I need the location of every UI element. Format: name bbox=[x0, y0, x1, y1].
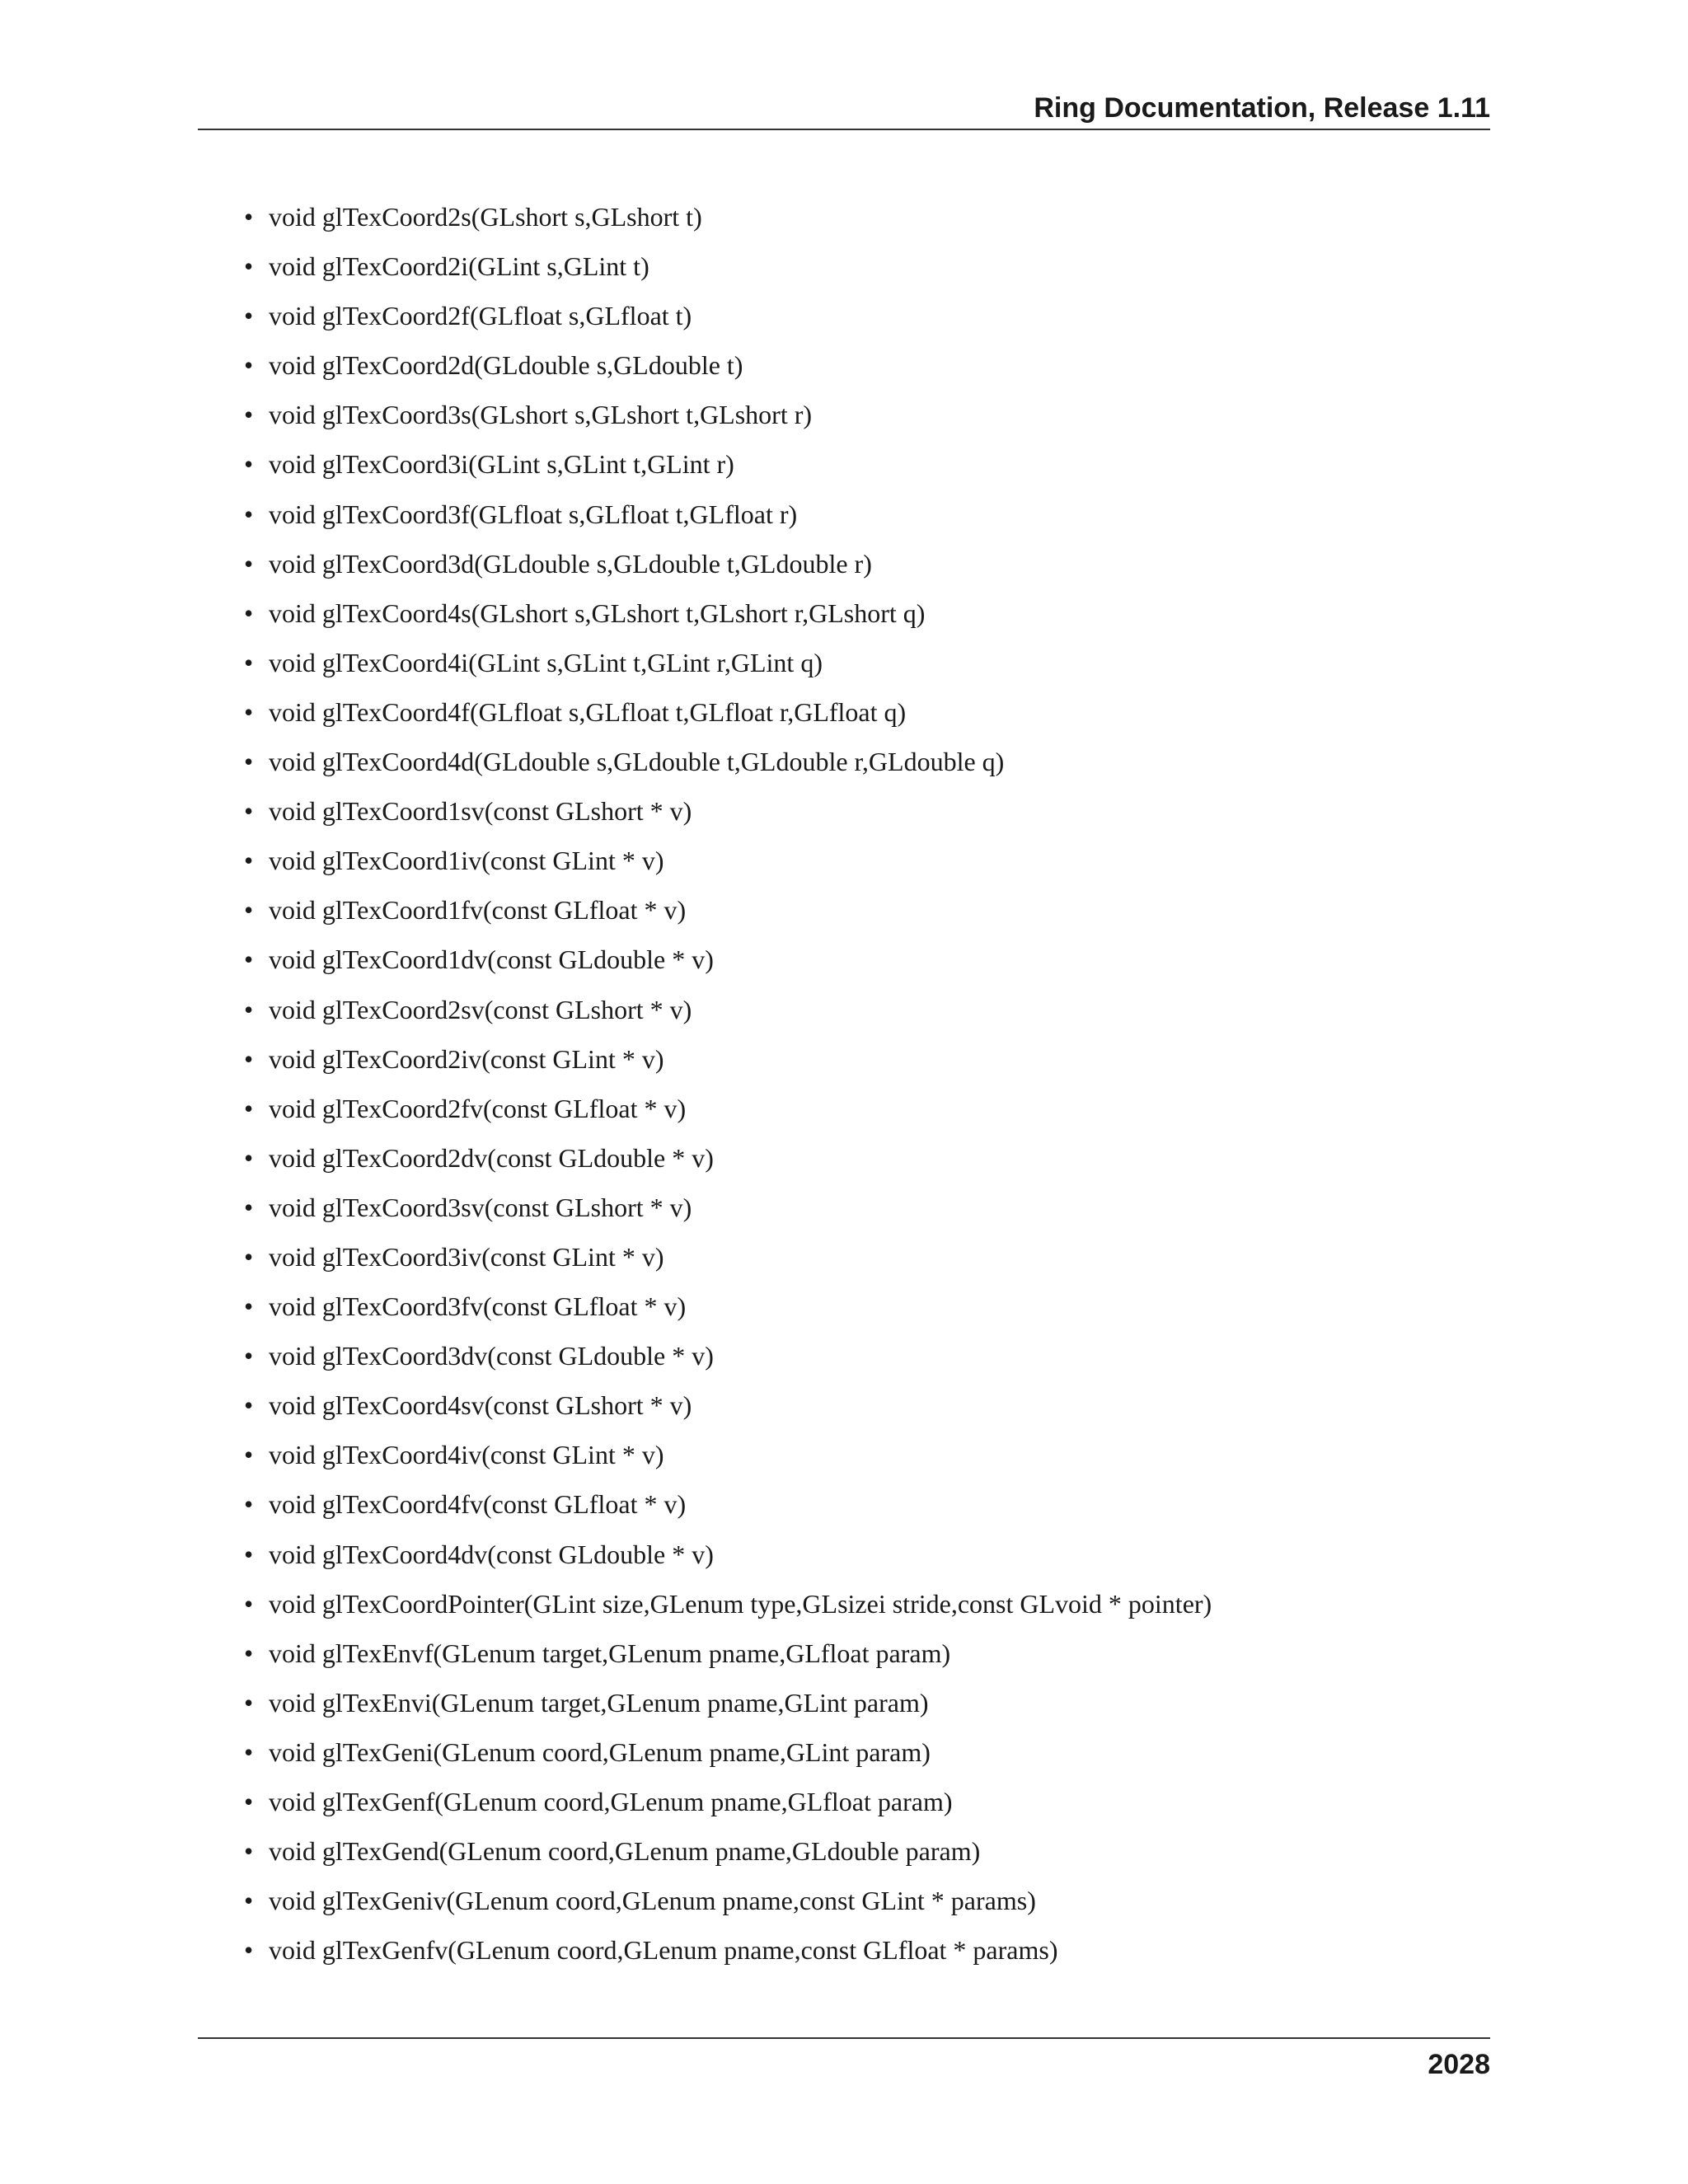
list-item bbox=[239, 1534, 1212, 1583]
bullet-icon: • bbox=[244, 994, 254, 1024]
bullet-icon: • bbox=[244, 1539, 254, 1569]
bullet-icon: • bbox=[244, 1736, 254, 1767]
list-item bbox=[239, 1038, 1212, 1088]
bullet-icon: • bbox=[244, 1935, 254, 1966]
list-item bbox=[239, 989, 1212, 1038]
bullet-icon: • bbox=[244, 1886, 254, 1916]
function-signature: void glTexCoord2f(GLfloat s,GLfloat t) bbox=[269, 301, 692, 331]
function-signature: void glTexCoord2fv(const GLfloat * v) bbox=[269, 1093, 687, 1123]
bullet-icon: • bbox=[244, 1787, 254, 1816]
function-signature: void glTexCoord1fv(const GLfloat * v) bbox=[269, 895, 687, 926]
function-signature: void glTexEnvf(GLenum target,GLenum pname,GLfloat param) bbox=[269, 1638, 951, 1668]
list-item bbox=[239, 840, 1212, 889]
running-footer bbox=[198, 2037, 1490, 2080]
function-signature: void glTexCoordPointer(GLint size,GLenum type,GLsizei stride,const GLvoid * pointer) bbox=[269, 1588, 1212, 1619]
bullet-icon: • bbox=[244, 1687, 254, 1718]
function-signature: void glTexEnvi(GLenum target,GLenum pname,GLint param) bbox=[269, 1687, 929, 1718]
function-signature: void glTexCoord4f(GLfloat s,GLfloat t,GLfloat r,GLfloat q) bbox=[269, 696, 907, 727]
function-signature: void glTexGenf(GLenum coord,GLenum pname,GLfloat param) bbox=[269, 1787, 953, 1816]
function-signature: void glTexGenfv(GLenum coord,GLenum pname,const GLfloat * params) bbox=[269, 1935, 1058, 1966]
bullet-icon: • bbox=[244, 747, 254, 777]
function-signature: void glTexGeniv(GLenum coord,GLenum pname,const GLint * params) bbox=[269, 1886, 1036, 1916]
list-item bbox=[239, 1880, 1212, 1929]
function-signature: void glTexCoord4dv(const GLdouble * v) bbox=[269, 1539, 714, 1569]
list-item bbox=[239, 295, 1212, 344]
list-item bbox=[239, 443, 1212, 493]
function-signature: void glTexCoord4i(GLint s,GLint t,GLint r,GLint q) bbox=[269, 647, 823, 677]
list-item bbox=[239, 1187, 1212, 1236]
bullet-icon: • bbox=[244, 1588, 254, 1619]
bullet-icon: • bbox=[244, 1142, 254, 1173]
bullet-icon: • bbox=[244, 499, 254, 529]
bullet-icon: • bbox=[244, 301, 254, 331]
bullet-icon: • bbox=[244, 251, 254, 282]
bullet-icon: • bbox=[244, 846, 254, 876]
list-item bbox=[239, 344, 1212, 394]
bullet-icon: • bbox=[244, 1489, 254, 1520]
bullet-icon: • bbox=[244, 1341, 254, 1371]
list-item bbox=[239, 1286, 1212, 1335]
bullet-icon: • bbox=[244, 696, 254, 727]
list-item bbox=[239, 1137, 1212, 1187]
function-signature: void glTexGeni(GLenum coord,GLenum pname,GLint param) bbox=[269, 1736, 931, 1767]
bullet-icon: • bbox=[244, 1241, 254, 1272]
function-signature: void glTexCoord3sv(const GLshort * v) bbox=[269, 1192, 692, 1222]
bullet-icon: • bbox=[244, 350, 254, 381]
function-signature: void glTexCoord3d(GLdouble s,GLdouble t,GLdouble r) bbox=[269, 548, 872, 579]
list-item bbox=[239, 939, 1212, 988]
bullet-icon: • bbox=[244, 548, 254, 579]
list-item bbox=[239, 741, 1212, 790]
list-item bbox=[239, 790, 1212, 840]
bullet-icon: • bbox=[244, 1043, 254, 1074]
list-item bbox=[239, 1583, 1212, 1633]
function-signature: void glTexCoord2dv(const GLdouble * v) bbox=[269, 1142, 714, 1173]
function-signature: void glTexCoord2iv(const GLint * v) bbox=[269, 1043, 664, 1074]
list-item bbox=[239, 394, 1212, 443]
bullet-icon: • bbox=[244, 647, 254, 677]
bullet-icon: • bbox=[244, 895, 254, 926]
bullet-icon: • bbox=[244, 1291, 254, 1322]
list-item bbox=[239, 543, 1212, 593]
function-signature: void glTexCoord2i(GLint s,GLint t) bbox=[269, 251, 649, 282]
function-signature: void glTexCoord3f(GLfloat s,GLfloat t,GLfloat r) bbox=[269, 499, 798, 529]
list-item bbox=[239, 1088, 1212, 1137]
bullet-icon: • bbox=[244, 1192, 254, 1222]
function-signature: void glTexCoord2s(GLshort s,GLshort t) bbox=[269, 202, 702, 232]
bullet-icon: • bbox=[244, 944, 254, 975]
bullet-icon: • bbox=[244, 1440, 254, 1470]
bullet-icon: • bbox=[244, 449, 254, 480]
function-signature: void glTexCoord1dv(const GLdouble * v) bbox=[269, 944, 714, 975]
bullet-icon: • bbox=[244, 1390, 254, 1421]
function-signature: void glTexCoord2d(GLdouble s,GLdouble t) bbox=[269, 350, 743, 381]
bullet-icon: • bbox=[244, 796, 254, 827]
function-signature: void glTexCoord3dv(const GLdouble * v) bbox=[269, 1341, 714, 1371]
bullet-icon: • bbox=[244, 202, 254, 232]
list-item bbox=[239, 1236, 1212, 1286]
running-header bbox=[198, 89, 1490, 130]
function-signature: void glTexGend(GLenum coord,GLenum pname,GLdouble param) bbox=[269, 1836, 981, 1867]
list-item bbox=[239, 1682, 1212, 1732]
function-signature: void glTexCoord3iv(const GLint * v) bbox=[269, 1241, 664, 1272]
function-signature: void glTexCoord4s(GLshort s,GLshort t,GLshort r,GLshort q) bbox=[269, 598, 926, 628]
function-signature: void glTexCoord4iv(const GLint * v) bbox=[269, 1440, 664, 1470]
list-item bbox=[239, 593, 1212, 642]
function-list bbox=[239, 196, 1212, 1979]
list-item bbox=[239, 889, 1212, 939]
bullet-icon: • bbox=[244, 1093, 254, 1123]
list-item bbox=[239, 1830, 1212, 1880]
page-number: 2028 bbox=[1428, 2049, 1490, 2080]
function-signature: void glTexCoord2sv(const GLshort * v) bbox=[269, 994, 692, 1024]
function-signature: void glTexCoord1iv(const GLint * v) bbox=[269, 846, 664, 876]
function-signature: void glTexCoord1sv(const GLshort * v) bbox=[269, 796, 692, 827]
function-signature: void glTexCoord3i(GLint s,GLint t,GLint r) bbox=[269, 449, 734, 480]
list-item bbox=[239, 1929, 1212, 1979]
list-item bbox=[239, 494, 1212, 543]
bullet-icon: • bbox=[244, 1836, 254, 1867]
function-signature: void glTexCoord4fv(const GLfloat * v) bbox=[269, 1489, 687, 1520]
list-item bbox=[239, 642, 1212, 691]
document-title: Ring Documentation, Release 1.11 bbox=[1034, 92, 1490, 124]
list-item bbox=[239, 246, 1212, 295]
list-item bbox=[239, 1385, 1212, 1434]
list-item bbox=[239, 1483, 1212, 1533]
bullet-icon: • bbox=[244, 1638, 254, 1668]
list-item bbox=[239, 1633, 1212, 1682]
list-item bbox=[239, 1781, 1212, 1830]
list-item bbox=[239, 1732, 1212, 1781]
function-signature: void glTexCoord4d(GLdouble s,GLdouble t,GLdouble r,GLdouble q) bbox=[269, 747, 1005, 777]
bullet-icon: • bbox=[244, 400, 254, 430]
list-item bbox=[239, 1434, 1212, 1483]
list-item bbox=[239, 1335, 1212, 1385]
function-signature: void glTexCoord3fv(const GLfloat * v) bbox=[269, 1291, 687, 1322]
function-signature: void glTexCoord4sv(const GLshort * v) bbox=[269, 1390, 692, 1421]
list-item bbox=[239, 196, 1212, 246]
bullet-icon: • bbox=[244, 598, 254, 628]
function-signature: void glTexCoord3s(GLshort s,GLshort t,GLshort r) bbox=[269, 400, 813, 430]
list-item bbox=[239, 691, 1212, 741]
